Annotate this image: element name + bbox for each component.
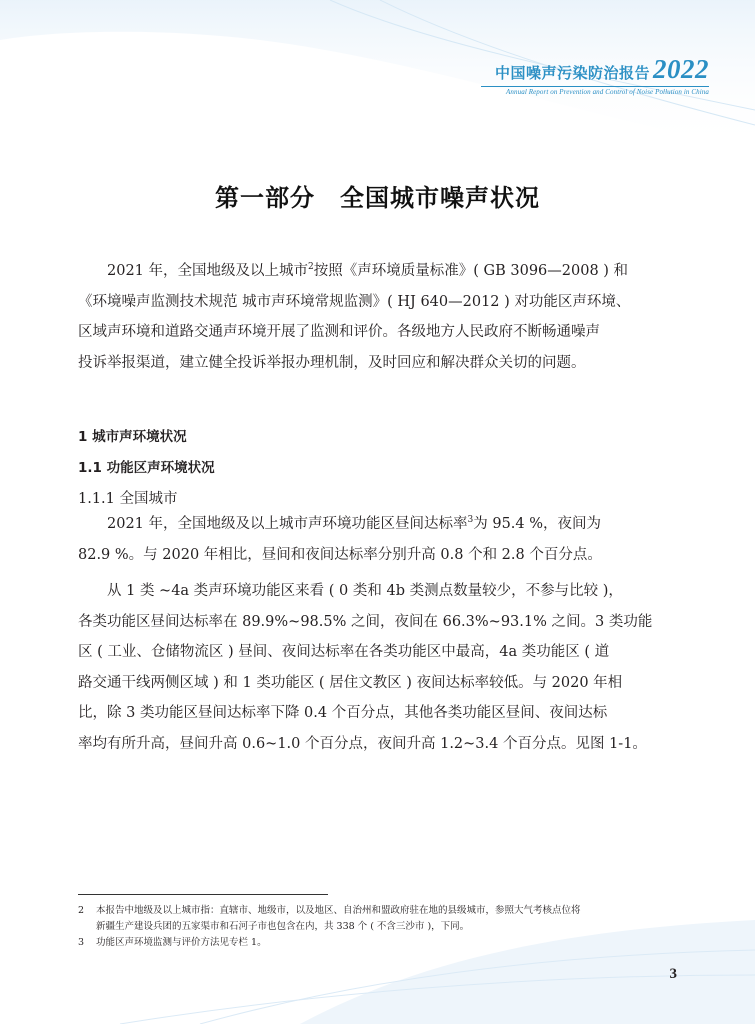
report-subtitle-en: Annual Report on Prevention and Control of Noise Pollution in China <box>506 88 709 96</box>
footnote-ref-3: 3 <box>467 515 474 525</box>
section-heading-1-1-1: 1.1.1 全国城市 <box>78 491 178 507</box>
intro-paragraph <box>78 256 683 378</box>
para2-line-6: 率均有所升高，昼间升高 0.6~1.0 个百分点，夜间升高 1.2~3.4 个百分点。见图 1-1。 <box>78 735 647 752</box>
para1-line-2: 82.9 %。与 2020 年相比，昼间和夜间达标率分别升高 0.8 个和 2.8 个百分点。 <box>78 546 602 563</box>
header-rule <box>481 86 709 87</box>
report-title-cn: 中国噪声污染防治报告 <box>494 64 650 82</box>
intro-line-3: 区域声环境和道路交通声环境开展了监测和评价。各级地方人民政府不断畅通噪声 <box>78 324 600 340</box>
para2-line-3: 区 ( 工业、仓储物流区 ) 昼间、夜间达标率在各类功能区中最高，4a 类功能区 ( 道 <box>78 644 610 660</box>
para2-line-2: 各类功能区昼间达标率在 89.9%~98.5% 之间，夜间在 66.3%~93.1% 之间。3 类功能 <box>78 613 653 630</box>
footnote-text-line: 功能区声环境监测与评价方法见专栏 1。 <box>96 937 267 948</box>
footnote-text-line: 本报告中地级及以上城市指：直辖市、地级市，以及地区、自治州和盟政府驻在地的县级城市，参照大气考核点位将 <box>96 905 581 916</box>
report-title-year: 2022 <box>653 54 709 84</box>
intro-line-1: 2021 年，全国地级及以上城市$^2$按照《声环境质量标准》( GB 3096—2008 ) 和 <box>107 262 629 279</box>
section-heading-1: 1 城市声环境状况 <box>78 429 187 445</box>
intro-line-2: 《环境噪声监测技术规范 城市声环境常规监测》( HJ 640—2012 ) 对功能区声环境、 <box>78 293 631 310</box>
footnote-rule <box>78 894 328 895</box>
para2-line-5: 比，除 3 类功能区昼间达标率下降 0.4 个百分点，其他各类功能区昼间、夜间达标 <box>78 705 608 721</box>
report-header-title <box>495 54 709 85</box>
footnote-number: 2 <box>78 905 85 916</box>
footnote-2 <box>78 903 690 935</box>
intro-line-4: 投诉举报渠道，建立健全投诉举报办理机制，及时回应和解决群众关切的问题。 <box>78 354 586 371</box>
para1-line-1: 2021 年，全国地级及以上城市声环境功能区昼间达标率$^3$为 95.4 %，夜间为 <box>107 515 602 532</box>
paragraph-1 <box>78 509 683 570</box>
para2-line-4: 路交通干线两侧区域 ) 和 1 类功能区 ( 居住文教区 ) 夜间达标率较低。与 2020 年相 <box>78 674 623 691</box>
para2-line-1: 从 1 类 ~4a 类声环境功能区来看 ( 0 类和 4b 类测点数量较少，不参与比较 )， <box>107 583 623 599</box>
section-heading-1-1: 1.1 功能区声环境状况 <box>78 460 215 476</box>
footnote-text-line: 新疆生产建设兵团的五家渠市和石河子市也包含在内，共 338 个 ( 不含三沙市 )，下同。 <box>96 921 470 932</box>
footnotes <box>78 903 690 951</box>
footnote-3 <box>78 935 690 951</box>
footnote-ref-2: 2 <box>308 262 314 272</box>
paragraph-2 <box>78 576 683 759</box>
footnote-number: 3 <box>78 937 85 948</box>
page-number: 3 <box>669 966 677 982</box>
part-title: 第一部分 全国城市噪声状况 <box>215 184 540 212</box>
